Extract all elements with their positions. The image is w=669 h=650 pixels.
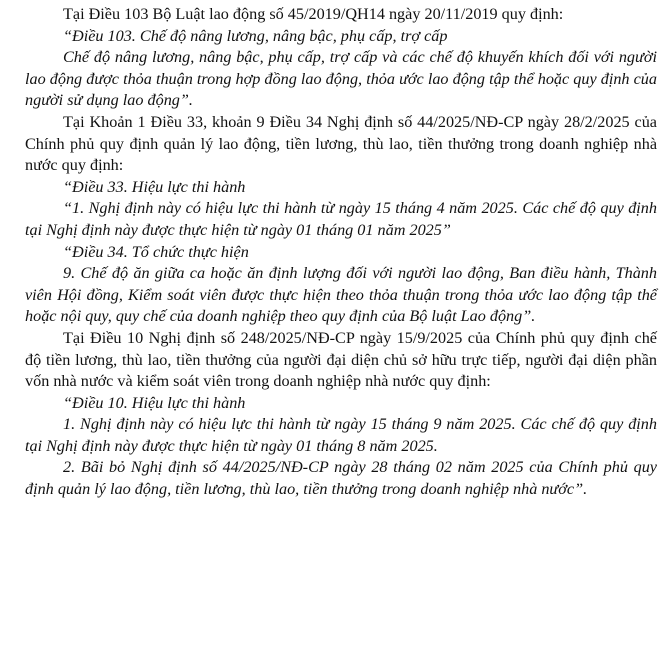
paragraph-dieu-34-body: 9. Chế độ ăn giữa ca hoặc ăn định lượng đối với người lao động, Ban điều hành, Thành viên Hội đồng, Kiểm soát viên được thực hiện theo thỏa thuận trong thỏa ước lao động tập thể hoặc nội quy, quy chế của doanh nghiệp theo quy định của Bộ luật Lao động”. [25, 264, 657, 326]
paragraph-nd248-intro: Tại Điều 10 Nghị định số 248/2025/NĐ-CP ngày 15/9/2025 của Chính phủ quy định chế độ tiền lương, thù lao, tiền thưởng của người đại diện chủ sở hữu trực tiếp, người đại diện phần vốn nhà nước và kiểm soát viên trong doanh nghiệp nhà nước quy định: [25, 328, 657, 391]
paragraph-dieu-10-heading: “Điều 10. Hiệu lực thi hành [63, 393, 246, 412]
paragraph-dieu-103-intro: Tại Điều 103 Bộ Luật lao động số 45/2019/QH14 ngày 20/11/2019 quy định: [63, 5, 564, 23]
paragraph-dieu-10-item-1: 1. Nghị định này có hiệu lực thi hành từ ngày 15 tháng 9 năm 2025. Các chế độ quy định tại Nghị định này được thực hiện từ ngày 01 tháng 8 năm 2025. [25, 415, 657, 455]
paragraph-dieu-10-item-2: 2. Bãi bỏ Nghị định số 44/2025/NĐ-CP ngày 28 tháng 02 năm 2025 của Chính phủ quy định quản lý lao động, tiền lương, thù lao, tiền thưởng trong doanh nghiệp nhà nước”. [25, 458, 657, 499]
paragraph-dieu-33-body: “1. Nghị định này có hiệu lực thi hành từ ngày 15 tháng 4 năm 2025. Các chế độ quy định tại Nghị định này được thực hiện từ ngày 01 tháng 01 năm 2025” [25, 199, 657, 239]
paragraph-dieu-103-body: Chế độ nâng lương, nâng bậc, phụ cấp, trợ cấp và các chế độ khuyến khích đối với người lao động được thỏa thuận trong hợp đồng lao động, thỏa ước lao động tập thể hoặc quy định của người sử dụng lao động”. [25, 48, 657, 110]
paragraph-nd44-intro: Tại Khoản 1 Điều 33, khoản 9 Điều 34 Nghị định số 44/2025/NĐ-CP ngày 28/2/2025 của Chính phủ quy định quản lý lao động, tiền lương, thù lao, tiền thưởng trong doanh nghiệp nhà nước quy định: [25, 112, 657, 175]
paragraph-dieu-34-heading: “Điều 34. Tổ chức thực hiện [63, 242, 249, 261]
paragraph-dieu-33-heading: “Điều 33. Hiệu lực thi hành [63, 177, 246, 196]
paragraph-dieu-103-heading: “Điều 103. Chế độ nâng lương, nâng bậc, phụ cấp, trợ cấp [63, 26, 448, 45]
